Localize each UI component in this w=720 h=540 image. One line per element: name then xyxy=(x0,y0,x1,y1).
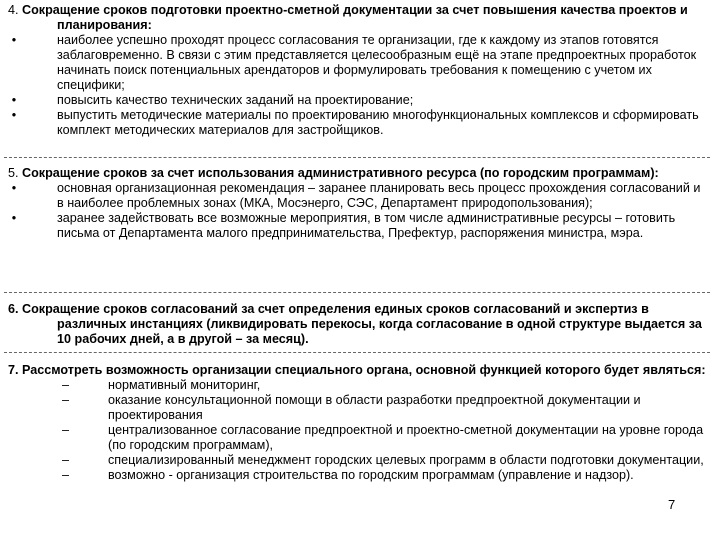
list-item xyxy=(8,181,708,211)
section-7-heading xyxy=(8,363,708,378)
list-item-text: повысить качество технических заданий на проектирование; xyxy=(57,93,414,107)
list-item xyxy=(8,108,708,138)
dash-icon: – xyxy=(62,453,70,467)
list-item xyxy=(8,93,708,108)
dash-icon: – xyxy=(62,393,70,407)
section-6-number: 6. xyxy=(8,302,19,316)
section-7 xyxy=(8,363,708,483)
section-4-heading xyxy=(8,3,708,33)
section-6 xyxy=(8,302,708,347)
list-item-text: наиболее успешно проходят процесс согласования те организации, где к каждому из этапов готовятся заблаговременно. В связи с этим представляется целесообразным ещё на этапе предпроектных проработок начинать поиск потенциальных арендаторов и формулировать требования к помещению с учетом их специфики; xyxy=(57,33,697,92)
bullet-icon: • xyxy=(11,211,17,225)
list-item-text: возможно - организация строительства по городским программам (управление и надзор). xyxy=(108,468,634,482)
section-5 xyxy=(8,166,708,241)
section-6-heading xyxy=(8,302,708,347)
list-item-text: основная организационная рекомендация – заранее планировать весь процесс прохождения согласований и в наиболее проблемных зонах (МКА, Мосэнерго, СЭС, Департамент природопользования); xyxy=(57,181,701,210)
bullet-icon: • xyxy=(11,93,17,107)
page-number: 7 xyxy=(668,497,676,512)
list-item-text: специализированный менеджмент городских целевых программ в области подготовки документации, xyxy=(108,453,704,467)
list-item-text: выпустить методические материалы по проектированию многофункциональных комплексов и сформировать комплект методических материалов для застройщиков. xyxy=(57,108,699,137)
section-divider xyxy=(4,352,710,353)
section-divider xyxy=(4,292,710,293)
list-item-text: нормативный мониторинг, xyxy=(108,378,261,392)
bullet-icon: • xyxy=(11,181,17,195)
list-item xyxy=(8,211,708,241)
list-item-text: оказание консультационной помощи в области разработки предпроектной документации и проектирования xyxy=(108,393,641,422)
section-divider xyxy=(4,157,710,158)
section-4-title: Сокращение сроков подготовки проектно-сметной документации за счет повышения качества проектов и планирования: xyxy=(22,3,688,32)
dash-icon: – xyxy=(62,378,70,392)
section-5-title: Сокращение сроков за счет использования административного ресурса (по городским программам): xyxy=(22,166,659,180)
bullet-icon: • xyxy=(11,33,17,47)
bullet-icon: • xyxy=(11,108,17,122)
list-item xyxy=(8,33,708,93)
list-item xyxy=(8,453,708,468)
section-5-number: 5. xyxy=(8,166,19,180)
list-item xyxy=(8,423,708,453)
list-item-text: заранее задействовать все возможные мероприятия, в том числе административные ресурсы – готовить письма от Департамента малого предпринимательства, Префектур, распоряжения министра, мэра. xyxy=(57,211,676,240)
section-7-number: 7. xyxy=(8,363,19,377)
section-7-title: Рассмотреть возможность организации специального органа, основной функцией которого будет являться: xyxy=(22,363,706,377)
list-item xyxy=(8,468,708,483)
section-4-number: 4. xyxy=(8,3,19,17)
list-item-text: централизованное согласование предпроектной и проектно-сметной документации на уровне города (по городским программам), xyxy=(108,423,704,452)
dash-icon: – xyxy=(62,423,70,437)
section-5-heading xyxy=(8,166,708,181)
section-4 xyxy=(8,3,708,138)
list-item xyxy=(8,378,708,393)
dash-icon: – xyxy=(62,468,70,482)
section-6-title: Сокращение сроков согласований за счет определения единых сроков согласований и экспертиз в различных инстанциях (ликвидировать перекосы, когда согласование в одной структуре выдается за 10 рабочих дней, а в другой – за месяц). xyxy=(22,302,702,346)
list-item xyxy=(8,393,708,423)
